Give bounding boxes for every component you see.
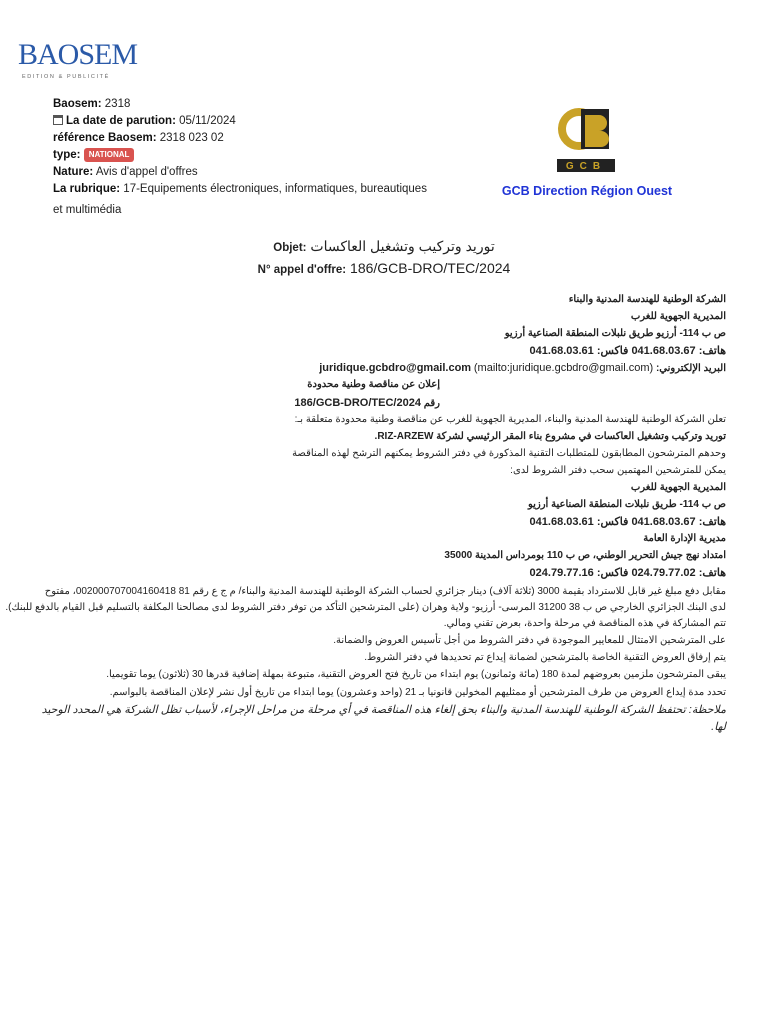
ar-admin-direction: مديرية الإدارة العامة (643, 533, 726, 544)
appel-value: 186/GCB-DRO/TEC/2024 (350, 260, 511, 276)
ar-note: ملاحظة: تحتفظ الشركة الوطنية للهندسة المدنية والبناء بحق إلغاء هذه المناقصة في أي مرحلة من مراحل الإجراء، لأسباب تظل الشركة هي المحدد الوحيد لها. (41, 704, 726, 733)
calendar-icon (53, 115, 63, 125)
ar-admin-phone: هاتف: 024.79.77.02 فاكس: 024.79.77.16 (529, 567, 726, 579)
ar-phone-2: هاتف: 041.68.03.67 فاكس: 041.68.03.61 (529, 516, 726, 528)
objet-row (0, 238, 768, 255)
gcb-logo (555, 103, 617, 175)
objet-label: Objet: (273, 242, 307, 254)
baosem-logo-text: BAOSEM (18, 38, 138, 71)
company-name: GCB Direction Région Ouest (501, 184, 673, 198)
ar-eligibility: وحدهم المترشحون المطابقون للمتطلبات التقنية المذكورة في دفتر الشروط يمكنهم الترشح لهذه المناقصة (292, 448, 726, 459)
reference-row (53, 130, 453, 147)
ar-payment: مقابل دفع مبلغ غير قابل للاسترداد بقيمة 3000 (ثلاثة آلاف) دينار جزائري لحساب الشركة الوطنية للهندسة المدنية والبناء/ م ج ع رقم 81 002000707004160418، مفتوح (44, 586, 726, 597)
publication-date-row (53, 113, 453, 130)
baosem-number-row (53, 96, 453, 113)
rubrique-label: La rubrique: (53, 183, 121, 195)
ar-withdraw: يمكن للمترشحين المهتمين سحب دفتر الشروط لدى: (510, 465, 726, 476)
ar-email-label: البريد الإلكتروني: (655, 363, 726, 374)
nature-label: Nature: (53, 166, 94, 178)
ar-address: ص ب 114- أرزيو طريق نلبلات المنطقة الصناعية أرزيو (504, 328, 726, 339)
ar-phone: هاتف: 041.68.03.67 فاكس: 041.68.03.61 (529, 345, 726, 357)
ar-announce-number-label: رقم (423, 398, 440, 409)
rubrique-value-cont: et multimédia (53, 204, 122, 216)
ar-bank: لدى البنك الجزائري الخارجي ص ب 38 31200 المرسى- أرزيو- ولاية وهران (على المترشحين التأكد من توفر دفتر الشروط لدى مصالحنا المكلفة بالتسليم قبل القيام بالدفع للبنك). (5, 602, 726, 613)
gcb-logo-text: GCB (565, 161, 607, 172)
ar-company: الشركة الوطنية للهندسة المدنية والبناء (568, 294, 726, 305)
ar-address-2: ص ب 114- طريق نلبلات المنطقة الصناعية أرزيو (527, 499, 726, 510)
ar-validity: يبقى المترشحون ملزمين بعروضهم لمدة 180 (مائة وثمانون) يوم ابتداء من تاريخ فتح العروض التقنية، متبوعة بمهلة إضافية قدرها 30 (ثلاثون) يوما تقويميا. (106, 669, 726, 680)
ad-meta (53, 96, 453, 219)
ar-subject: توريد وتركيب وتشغيل العاكسات في مشروع بناء المقر الرئيسي لشركة RIZ-ARZEW. (374, 431, 726, 442)
ar-email-row (36, 361, 726, 376)
appel-label: N° appel d'offre: (257, 264, 347, 276)
nature-value: Avis d'appel d'offres (95, 166, 198, 178)
rubrique-value: 17-Equipements électroniques, informatiques, bureautiques (123, 183, 427, 195)
gcb-logo-graphic (555, 103, 617, 175)
baosem-logo[interactable] (18, 38, 138, 90)
objet-value: توريد وتركيب وتشغيل العاكسات (310, 238, 495, 254)
ar-email[interactable]: juridique.gcbdro@gmail.com (319, 362, 472, 374)
ar-announce-title: إعلان عن مناقصة وطنية محدودة (307, 379, 440, 390)
baosem-tagline: EDITION & PUBLICITÉ (22, 74, 110, 80)
ar-announce-number (0, 396, 440, 411)
ar-deadline: تحدد مدة إيداع العروض من طرف المترشحين أو ممثليهم المخولين قانونيا بـ 21 (واحد وعشرون) يوما ابتداء من تاريخ أول نشر لإعلان المناقصة بالبواسم. (109, 687, 726, 698)
ar-mailto[interactable]: (mailto:juridique.gcbdro@gmail.com) (473, 362, 654, 374)
ar-criteria: على المترشحين الامتثال للمعايير الموجودة في دفتر الشروط من أجل تأسيس العروض والضمانة. (333, 635, 726, 646)
baosem-number-label: Baosem: (53, 98, 102, 110)
type-label: type: (53, 149, 81, 161)
publication-date-value: 05/11/2024 (179, 115, 236, 127)
ar-direction: المديرية الجهوية للغرب (630, 311, 726, 322)
publication-date-label: La date de parution: (66, 115, 176, 127)
ar-admin-address: امتداد نهج جيش التحرير الوطني، ص ب 110 بومرداس المدينة 35000 (444, 550, 726, 561)
ar-participation: تتم المشاركة في هذه المناقصة في مرحلة واحدة، بعرض تقني ومالي. (443, 618, 726, 629)
ar-guarantee: يتم إرفاق العروض التقنية الخاصة بالمترشحين لضمانة إيداع تم تحديدها في دفتر الشروط. (364, 652, 726, 663)
appel-row (0, 260, 768, 276)
reference-value: 2318 023 02 (159, 132, 224, 144)
reference-label: référence Baosem: (53, 132, 157, 144)
ar-direction-2: المديرية الجهوية للغرب (630, 482, 726, 493)
nature-row (53, 164, 453, 181)
baosem-number-value: 2318 (104, 98, 131, 110)
ar-intro: تعلن الشركة الوطنية للهندسة المدنية والبناء، المديرية الجهوية للغرب عن مناقصة وطنية محدودة متعلقة بـ: (294, 414, 726, 425)
ar-announce-number-value: 186/GCB-DRO/TEC/2024 (294, 397, 421, 409)
type-badge: NATIONAL (84, 148, 135, 162)
type-row (53, 147, 453, 164)
rubrique-row (53, 181, 453, 219)
